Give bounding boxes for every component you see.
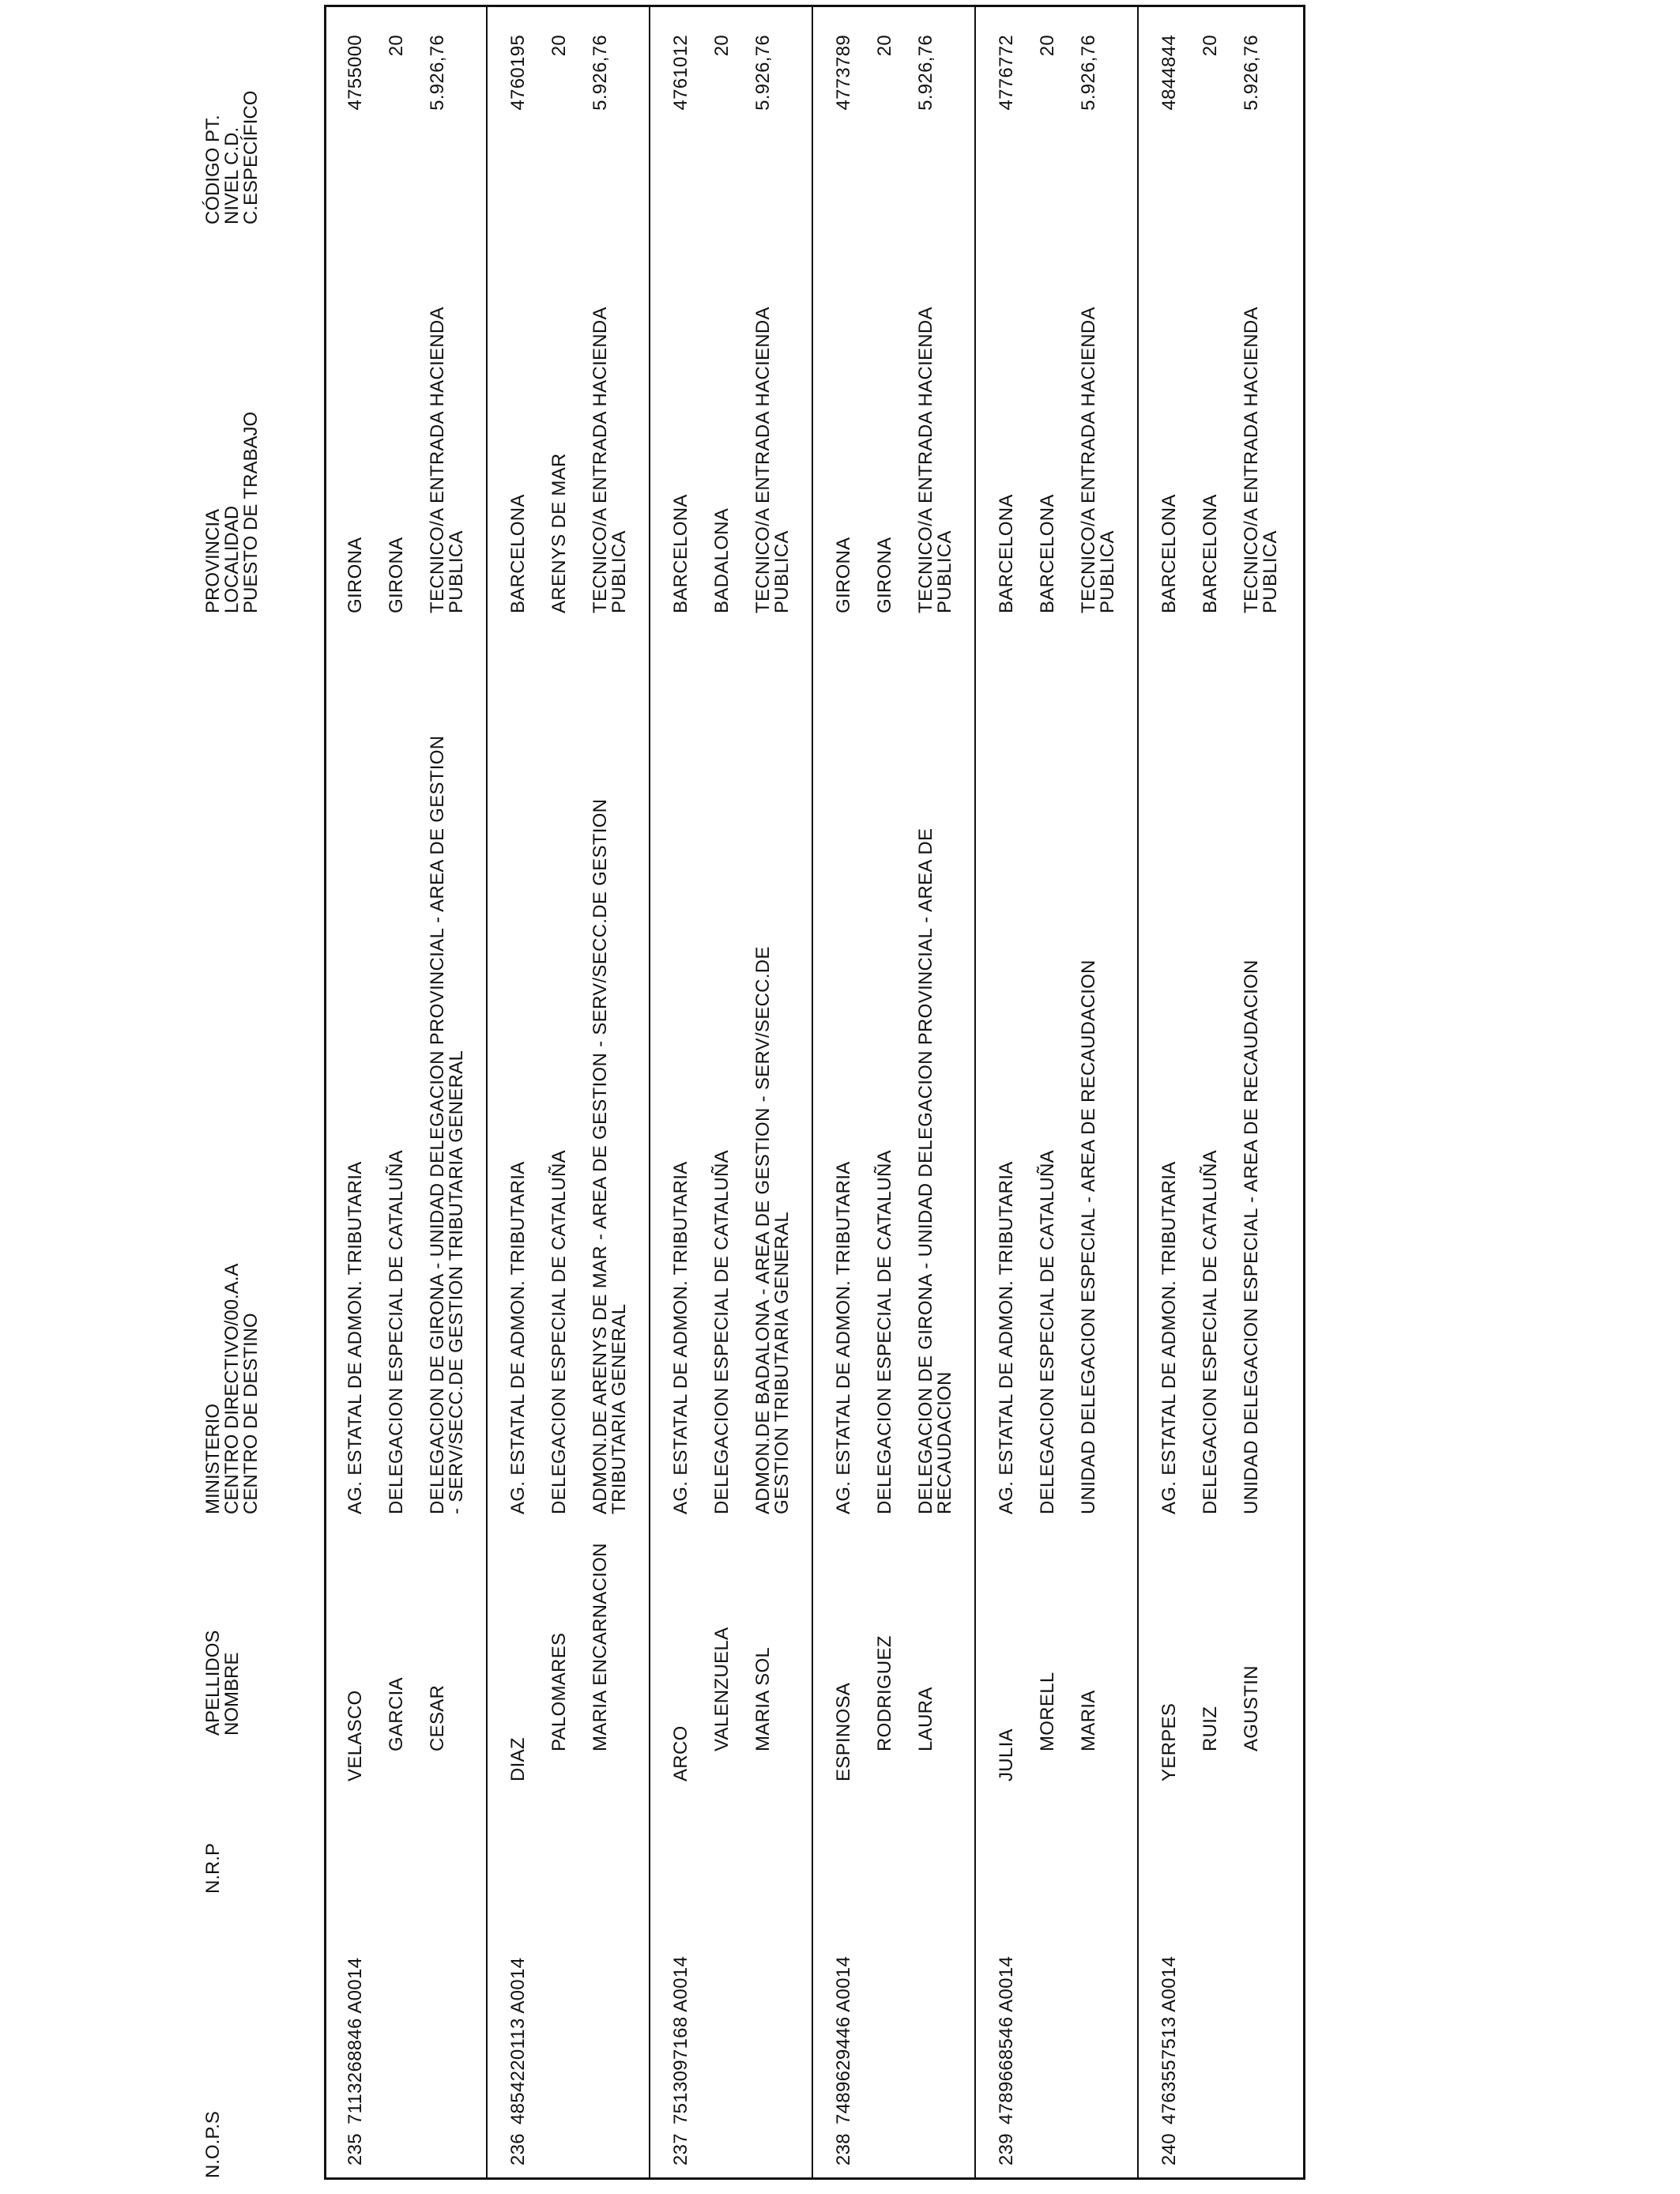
row-localidad: BADALONA — [711, 507, 733, 613]
row-especifico: 5.926,76 — [590, 35, 611, 111]
row-puesto: TECNICO/A ENTRADA HACIENDA PUBLICA — [915, 307, 955, 613]
header-nops-label: N.O.P.S — [202, 2111, 224, 2178]
row-provincia: BARCELONA — [996, 494, 1017, 613]
row-centro-destino: DELEGACION DE GIRONA - UNIDAD DELEGACION PROVINCIAL - AREA DE RECAUDACION — [915, 827, 955, 1514]
header-nivel-label: NIVEL C.D. — [221, 126, 243, 224]
row-separator — [1137, 5, 1139, 2180]
row-especifico: 5.926,76 — [915, 35, 936, 111]
header-codigo-label: CÓDIGO PT. — [202, 115, 224, 224]
row-apellido1: ESPINOSA — [833, 1682, 854, 1781]
header-provincia — [204, 412, 261, 613]
header-provincia-label: PROVINCIA — [202, 508, 224, 613]
row-centro-destino: ADMON.DE ARENYS DE MAR - AREA DE GESTION - SERV/SECC.DE GESTION TRIBUTARIA GENERAL — [590, 798, 630, 1514]
row-nivel: 20 — [548, 35, 570, 57]
header-puesto-label: PUESTO DE TRABAJO — [240, 411, 262, 613]
row-nivel: 20 — [711, 35, 733, 57]
row-localidad: ARENYS DE MAR — [548, 453, 570, 613]
row-codigo: 4773789 — [833, 35, 854, 111]
row-centro-directivo: DELEGACION ESPECIAL DE CATALUÑA — [1200, 1150, 1221, 1514]
row-apellido1: ARCO — [670, 1725, 691, 1781]
row-localidad: BARCELONA — [1200, 494, 1221, 613]
row-separator — [649, 5, 650, 2180]
row-nops: 238 — [833, 2133, 854, 2166]
row-apellido2: PALOMARES — [548, 1632, 570, 1751]
header-nrp-label: N.R.P — [202, 1842, 224, 1894]
row-nivel: 20 — [874, 35, 895, 57]
row-puesto: TECNICO/A ENTRADA HACIENDA PUBLICA — [1241, 307, 1281, 613]
header-apellidos-label: APELLIDOS — [202, 1630, 224, 1736]
row-nops: 240 — [1158, 2133, 1180, 2166]
row-ministerio: AG. ESTATAL DE ADMON. TRIBUTARIA — [507, 1161, 529, 1514]
row-nops: 235 — [345, 2133, 366, 2166]
row-especifico: 5.926,76 — [427, 35, 448, 111]
row-apellido2: RUIZ — [1200, 1706, 1221, 1751]
row-nops: 236 — [507, 2133, 529, 2166]
header-centro-directivo-label: CENTRO DIRECTIVO/00.A.A — [221, 1263, 243, 1514]
row-especifico: 5.926,76 — [752, 35, 774, 111]
row-separator — [974, 5, 976, 2180]
row-nombre: MARIA ENCARNACION — [590, 1543, 611, 1751]
row-provincia: BARCELONA — [1158, 494, 1180, 613]
row-centro-destino: UNIDAD DELEGACION ESPECIAL - AREA DE RECAUDACION — [1241, 959, 1262, 1514]
header-nombre-label: NOMBRE — [221, 1652, 243, 1736]
row-nombre: CESAR — [427, 1684, 448, 1751]
row-centro-destino: DELEGACION DE GIRONA - UNIDAD DELEGACION PROVINCIAL - AREA DE GESTION - SERV/SECC.DE GESTION TRIBUTARIA GENERAL — [427, 735, 467, 1514]
row-provincia: BARCELONA — [507, 494, 529, 613]
row-localidad: GIRONA — [874, 537, 895, 613]
row-provincia: GIRONA — [833, 537, 854, 613]
row-nops: 239 — [996, 2133, 1017, 2166]
row-apellido1: DIAZ — [507, 1737, 529, 1781]
header-ministerio — [204, 1264, 261, 1514]
row-ministerio: AG. ESTATAL DE ADMON. TRIBUTARIA — [996, 1161, 1017, 1514]
row-nrp: 7113268846 A0014 — [345, 1957, 366, 2124]
header-nops — [204, 2111, 223, 2178]
row-nombre: MARIA SOL — [752, 1646, 774, 1751]
header-apellidos-nombre — [204, 1630, 242, 1736]
row-provincia: BARCELONA — [670, 494, 691, 613]
row-separator — [486, 5, 488, 2180]
header-nrp — [204, 1843, 223, 1894]
row-apellido1: YERPES — [1158, 1702, 1180, 1781]
row-puesto: TECNICO/A ENTRADA HACIENDA PUBLICA — [752, 307, 793, 613]
row-apellido2: GARCIA — [386, 1677, 407, 1751]
row-apellido2: RODRIGUEZ — [874, 1635, 895, 1751]
row-ministerio: AG. ESTATAL DE ADMON. TRIBUTARIA — [1158, 1161, 1180, 1514]
row-nivel: 20 — [1037, 35, 1058, 57]
row-especifico: 5.926,76 — [1078, 35, 1099, 111]
row-especifico: 5.926,76 — [1241, 35, 1262, 111]
row-codigo: 4755000 — [345, 35, 366, 111]
table-frame — [324, 5, 1305, 2180]
row-nrp: 4854220113 A0014 — [507, 1957, 529, 2124]
row-centro-directivo: DELEGACION ESPECIAL DE CATALUÑA — [711, 1150, 733, 1514]
header-especifico-label: C.ESPECÍFICO — [240, 90, 262, 224]
row-centro-directivo: DELEGACION ESPECIAL DE CATALUÑA — [386, 1150, 407, 1514]
row-nombre: AGUSTIN — [1241, 1665, 1262, 1751]
row-provincia: GIRONA — [345, 537, 366, 613]
header-localidad-label: LOCALIDAD — [221, 505, 243, 613]
row-ministerio: AG. ESTATAL DE ADMON. TRIBUTARIA — [345, 1161, 366, 1514]
row-nops: 237 — [670, 2133, 691, 2166]
row-apellido1: VELASCO — [345, 1690, 366, 1781]
row-centro-directivo: DELEGACION ESPECIAL DE CATALUÑA — [548, 1150, 570, 1514]
row-nrp: 4763557513 A0014 — [1158, 1955, 1180, 2124]
row-centro-destino: UNIDAD DELEGACION ESPECIAL - AREA DE RECAUDACION — [1078, 959, 1099, 1514]
header-codigo — [204, 91, 261, 224]
row-localidad: GIRONA — [386, 537, 407, 613]
row-apellido2: VALENZUELA — [711, 1627, 733, 1751]
row-centro-directivo: DELEGACION ESPECIAL DE CATALUÑA — [1037, 1150, 1058, 1514]
row-nrp: 4789668546 A0014 — [996, 1955, 1017, 2124]
header-ministerio-label: MINISTERIO — [202, 1403, 224, 1514]
row-ministerio: AG. ESTATAL DE ADMON. TRIBUTARIA — [670, 1161, 691, 1514]
row-puesto: TECNICO/A ENTRADA HACIENDA PUBLICA — [427, 307, 467, 613]
row-separator — [812, 5, 813, 2180]
row-nrp: 7513097168 A0014 — [670, 1955, 691, 2124]
row-apellido1: JULIA — [996, 1728, 1017, 1781]
row-codigo: 4844844 — [1158, 35, 1180, 111]
header-centro-destino-label: CENTRO DE DESTINO — [240, 1313, 262, 1514]
row-nivel: 20 — [1200, 35, 1221, 57]
row-codigo: 4761012 — [670, 35, 691, 111]
row-puesto: TECNICO/A ENTRADA HACIENDA PUBLICA — [1078, 307, 1118, 613]
row-codigo: 4776772 — [996, 35, 1017, 111]
row-nombre: LAURA — [915, 1687, 936, 1751]
row-nombre: MARIA — [1078, 1690, 1099, 1751]
row-apellido2: MORELL — [1037, 1672, 1058, 1751]
row-ministerio: AG. ESTATAL DE ADMON. TRIBUTARIA — [833, 1161, 854, 1514]
row-centro-destino: ADMON.DE BADALONA - AREA DE GESTION - SERV/SECC.DE GESTION TRIBUTARIA GENERAL — [752, 946, 793, 1514]
row-centro-directivo: DELEGACION ESPECIAL DE CATALUÑA — [874, 1150, 895, 1514]
row-codigo: 4760195 — [507, 35, 529, 111]
row-nrp: 7489629446 A0014 — [833, 1955, 854, 2124]
row-localidad: BARCELONA — [1037, 494, 1058, 613]
row-nivel: 20 — [386, 35, 407, 57]
row-puesto: TECNICO/A ENTRADA HACIENDA PUBLICA — [590, 307, 630, 613]
